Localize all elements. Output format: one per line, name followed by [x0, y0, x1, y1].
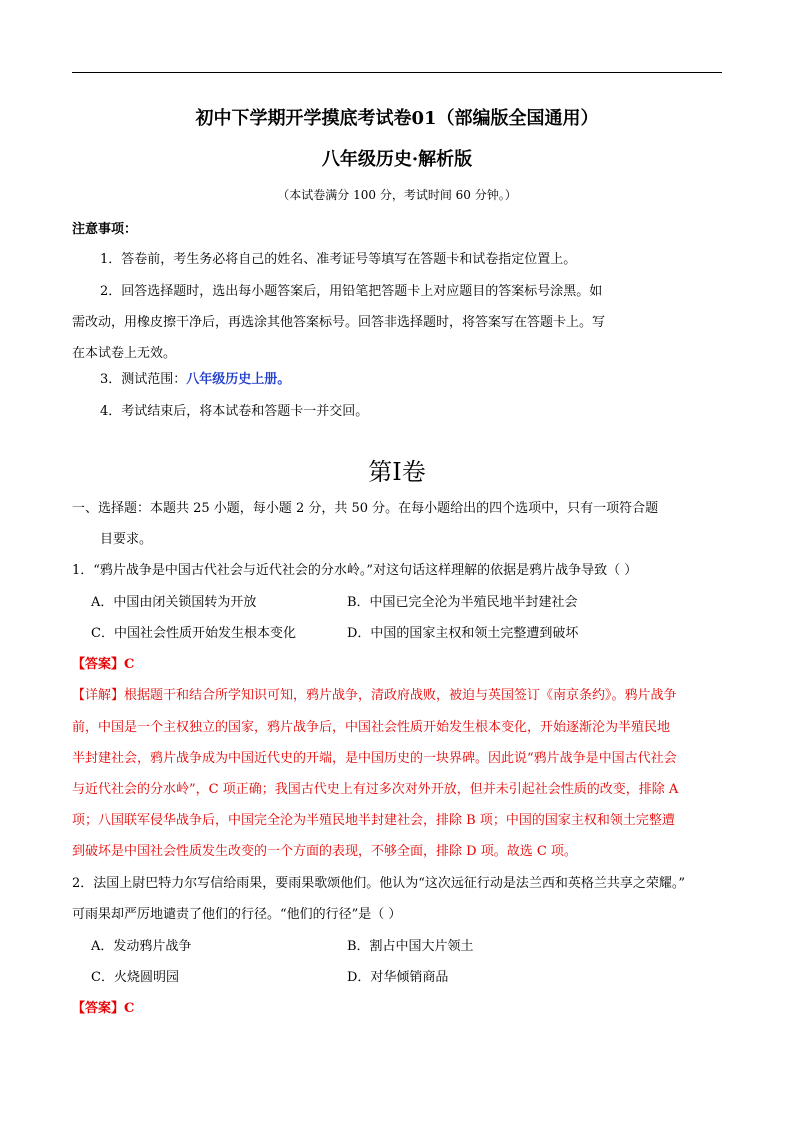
notice-item-3-prefix: 3．测试范围：: [100, 372, 187, 387]
document-title: 初中下学期开学摸底考试卷01（部编版全国通用）: [195, 108, 599, 129]
notice-heading: 注意事项：: [72, 222, 138, 237]
test-scope: 八年级历史上册。: [186, 372, 291, 387]
question-1-detail-line-1: 【详解】根据题干和结合所学知识可知，鸦片战争，清政府战败，被迫与英国签订《南京条约》。鸦片战争: [72, 688, 677, 703]
question-1-detail-line-5: 项；八国联军侵华战争后，中国完全沦为半殖民地半封建社会，排除 B 项；中国的国家主权和领土完整遭: [72, 813, 675, 828]
exam-info: （本试卷满分 100 分，考试时间 60 分钟。）: [277, 188, 517, 202]
section-title: 第I卷: [368, 458, 426, 486]
header-rule: [72, 72, 722, 73]
question-1-option-d: D．中国的国家主权和领土完整遭到破坏: [347, 626, 579, 641]
question-1-answer: 【答案】C: [72, 657, 135, 672]
notice-item-1: 1．答卷前，考生务必将自己的姓名、准考证号等填写在答题卡和试卷指定位置上。: [100, 252, 577, 267]
question-1-stem: 1．“鸦片战争是中国古代社会与近代社会的分水岭。”对这句话这样理解的依据是鸦片战争导致（ ）: [72, 563, 638, 578]
notice-item-3: [100, 368, 290, 387]
question-1-detail-line-3: 半封建社会，鸦片战争成为中国近代史的开端，是中国历史的一块界碑。因此说“鸦片战争是中国古代社会: [72, 751, 677, 766]
question-2-option-b: B．割占中国大片领土: [347, 939, 474, 954]
question-2-stem-line-1: 2．法国上尉巴特力尔写信给雨果，要雨果歌颂他们。他认为“这次远征行动是法兰西和英格兰共享之荣耀。”: [72, 876, 686, 891]
notice-item-2-line-2: 需改动，用橡皮擦干净后，再选涂其他答案标号。回答非选择题时，将答案写在答题卡上。写: [72, 315, 606, 330]
part-1-heading-line-2: 目要求。: [100, 532, 153, 547]
part-1-heading-line-1: 一、选择题：本题共 25 小题，每小题 2 分，共 50 分。在每小题给出的四个选项中，只有一项符合题: [72, 501, 659, 516]
question-2-option-a: A．发动鸦片战争: [91, 939, 192, 954]
question-1-option-a: A．中国由闭关锁国转为开放: [91, 595, 257, 610]
document-subtitle: 八年级历史·解析版: [321, 149, 473, 170]
notice-item-4: 4．考试结束后，将本试卷和答题卡一并交回。: [100, 404, 369, 419]
question-1-option-c: C．中国社会性质开始发生根本变化: [91, 626, 296, 641]
question-2-option-d: D．对华倾销商品: [347, 970, 449, 985]
question-2-stem-line-2: 可雨果却严厉地谴责了他们的行径。“他们的行径”是（ ）: [72, 907, 402, 922]
question-1-detail-line-2: 前，中国是一个主权独立的国家，鸦片战争后，中国社会性质开始发生根本变化，开始逐渐沦为半殖民地: [72, 720, 671, 735]
question-1-detail-line-4: 与近代社会的分水岭”，C 项正确；我国古代史上有过多次对外开放，但并未引起社会性质的改变，排除 A: [72, 782, 679, 797]
question-2-option-c: C．火烧圆明园: [91, 970, 179, 985]
question-2-answer: 【答案】C: [72, 1001, 135, 1016]
question-1-detail-line-6: 到破坏是中国社会性质发生改变的一个方面的表现，不够全面，排除 D 项。故选 C 项。: [72, 844, 577, 859]
question-1-option-b: B．中国已完全沦为半殖民地半封建社会: [347, 595, 578, 610]
notice-item-2-line-1: 2．回答选择题时，选出每小题答案后，用铅笔把答题卡上对应题目的答案标号涂黑。如: [100, 284, 603, 299]
notice-item-2-line-3: 在本试卷上无效。: [72, 346, 177, 361]
